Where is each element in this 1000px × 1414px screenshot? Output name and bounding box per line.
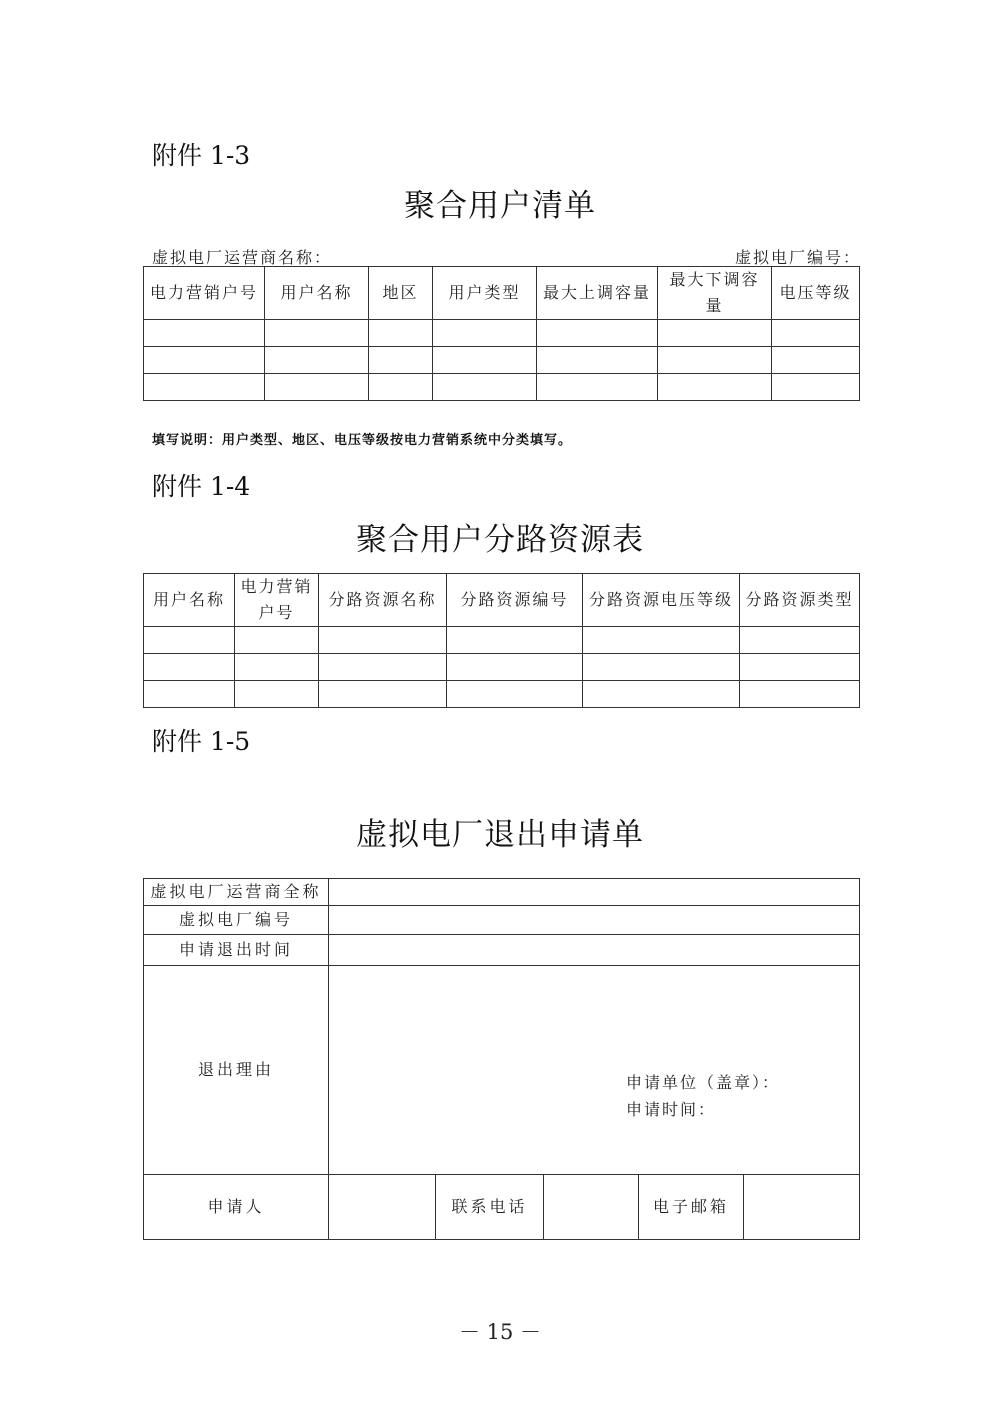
table-cell[interactable] <box>658 374 772 401</box>
header-cell: 电压等级 <box>772 267 860 320</box>
table-header-row <box>144 267 860 320</box>
table-cell[interactable] <box>740 681 860 708</box>
table-cell[interactable] <box>433 374 537 401</box>
table-cell[interactable] <box>265 347 369 374</box>
table-cell[interactable] <box>537 320 658 347</box>
table-cell[interactable] <box>369 320 433 347</box>
header-cell: 最大上调容量 <box>537 267 658 320</box>
table-cell[interactable] <box>772 347 860 374</box>
table-cell[interactable] <box>369 374 433 401</box>
table-cell[interactable] <box>537 347 658 374</box>
form-row-exit-reason <box>144 966 860 1175</box>
header-cell: 电力营销户号 <box>235 574 319 627</box>
user-list-title: 聚合用户清单 <box>404 188 596 224</box>
phone-value[interactable] <box>544 1175 639 1240</box>
table-cell[interactable] <box>447 654 583 681</box>
branch-resource-title: 聚合用户分路资源表 <box>356 522 644 558</box>
apply-time-label: 申请时间： <box>626 1100 717 1119</box>
table-cell[interactable] <box>144 681 235 708</box>
form-row-vpp-number <box>144 906 860 935</box>
branch-resource-table <box>143 573 860 708</box>
table-row <box>144 374 860 401</box>
table-cell[interactable] <box>144 627 235 654</box>
phone-label: 联系电话 <box>436 1175 544 1240</box>
table-cell[interactable] <box>235 627 319 654</box>
header-cell: 用户名称 <box>265 267 369 320</box>
table-cell[interactable] <box>369 347 433 374</box>
user-list-table <box>143 266 860 401</box>
form-row-exit-time <box>144 935 860 966</box>
table-cell[interactable] <box>447 681 583 708</box>
table-cell[interactable] <box>144 654 235 681</box>
applicant-unit-label: 申请单位（盖章）： <box>626 1073 781 1092</box>
table-cell[interactable] <box>144 320 265 347</box>
table-cell[interactable] <box>772 320 860 347</box>
exit-time-value[interactable] <box>329 935 860 966</box>
header-cell: 分路资源名称 <box>319 574 447 627</box>
exit-application-title: 虚拟电厂退出申请单 <box>356 817 644 853</box>
form-row-full-name <box>144 879 860 906</box>
exit-reason-label: 退出理由 <box>144 966 329 1175</box>
vpp-number-label: 虚拟电厂编号： <box>735 248 862 267</box>
header-cell: 地区 <box>369 267 433 320</box>
table-row <box>144 681 860 708</box>
table-cell[interactable] <box>447 627 583 654</box>
full-name-value[interactable] <box>329 879 860 906</box>
header-cell: 分路资源编号 <box>447 574 583 627</box>
table-cell[interactable] <box>772 374 860 401</box>
table-cell[interactable] <box>319 654 447 681</box>
operator-name-label: 虚拟电厂运营商名称： <box>152 248 333 267</box>
table-row <box>144 320 860 347</box>
table-cell[interactable] <box>235 654 319 681</box>
email-value[interactable] <box>744 1175 860 1240</box>
table-cell[interactable] <box>433 320 537 347</box>
table-cell[interactable] <box>658 347 772 374</box>
table-row <box>144 654 860 681</box>
table-cell[interactable] <box>583 654 740 681</box>
exit-application-table <box>143 878 860 1240</box>
table-cell[interactable] <box>265 374 369 401</box>
header-cell: 电力营销户号 <box>144 267 265 320</box>
header-cell: 用户类型 <box>433 267 537 320</box>
attachment-1-3-label: 附件 1-3 <box>152 141 251 170</box>
table-row <box>144 627 860 654</box>
vpp-number-value[interactable] <box>329 906 860 935</box>
table-cell[interactable] <box>433 347 537 374</box>
attachment-1-4-label: 附件 1-4 <box>152 472 251 501</box>
table-cell[interactable] <box>144 374 265 401</box>
attachment-1-5-label: 附件 1-5 <box>152 727 251 756</box>
exit-reason-value[interactable] <box>329 966 860 1175</box>
table-cell[interactable] <box>319 681 447 708</box>
header-cell: 用户名称 <box>144 574 235 627</box>
applicant-value[interactable] <box>329 1175 436 1240</box>
table-cell[interactable] <box>740 654 860 681</box>
table-header-row <box>144 574 860 627</box>
table-cell[interactable] <box>144 347 265 374</box>
table-cell[interactable] <box>235 681 319 708</box>
vpp-number-label: 虚拟电厂编号 <box>144 906 329 935</box>
table-cell[interactable] <box>319 627 447 654</box>
table-cell[interactable] <box>583 681 740 708</box>
table-cell[interactable] <box>583 627 740 654</box>
header-cell: 分路资源类型 <box>740 574 860 627</box>
table-cell[interactable] <box>537 374 658 401</box>
table-cell[interactable] <box>265 320 369 347</box>
email-label: 电子邮箱 <box>639 1175 744 1240</box>
form-row-contact <box>144 1175 860 1240</box>
full-name-label: 虚拟电厂运营商全称 <box>144 879 329 906</box>
header-cell: 最大下调容量 <box>658 267 772 320</box>
header-cell: 分路资源电压等级 <box>583 574 740 627</box>
page-number: － 15 － <box>458 1320 542 1344</box>
applicant-label: 申请人 <box>144 1175 329 1240</box>
exit-time-label: 申请退出时间 <box>144 935 329 966</box>
table-row <box>144 347 860 374</box>
table-cell[interactable] <box>658 320 772 347</box>
fill-instructions-note: 填写说明：用户类型、地区、电压等级按电力营销系统中分类填写。 <box>152 433 573 448</box>
table-cell[interactable] <box>740 627 860 654</box>
